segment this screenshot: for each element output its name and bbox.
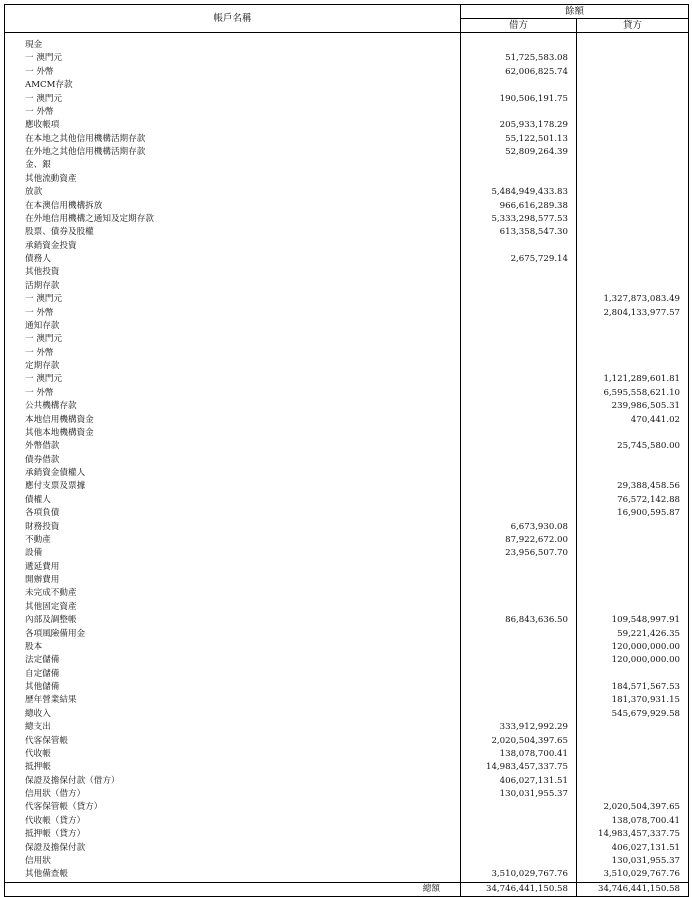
account-name-cell: 內部及調整帳: [5, 614, 461, 627]
credit-cell: [577, 721, 689, 734]
account-name-cell: AMCM存款: [5, 79, 461, 92]
debit-cell: [461, 320, 577, 333]
table-row: [5, 788, 689, 801]
account-name-cell: 承銷資金投資: [5, 240, 461, 253]
account-name-cell: 一 外幣: [5, 307, 461, 320]
debit-cell: 55,122,501.13: [461, 133, 577, 146]
account-name-cell: 一 外幣: [5, 387, 461, 400]
credit-cell: 239,986,505.31: [577, 400, 689, 413]
table-row: [5, 761, 689, 774]
table-row: [5, 440, 689, 453]
table-row: [5, 801, 689, 814]
trial-balance-table: [4, 4, 689, 897]
table-row: [5, 79, 689, 92]
account-name-cell: 其他本地機構資金: [5, 427, 461, 440]
table-body: [5, 33, 689, 883]
table-row: [5, 721, 689, 734]
table-row: [5, 628, 689, 641]
account-name-cell: 代客保管帳: [5, 735, 461, 748]
account-name-cell: 一 澳門元: [5, 293, 461, 306]
table-row: [5, 266, 689, 279]
credit-cell: 130,031,955.37: [577, 855, 689, 868]
account-name-cell: 各項負債: [5, 507, 461, 520]
credit-cell: [577, 547, 689, 560]
table-row: [5, 293, 689, 306]
credit-cell: 16,900,595.87: [577, 507, 689, 520]
table-row: [5, 467, 689, 480]
account-name-cell: 債權人: [5, 494, 461, 507]
account-name-cell: 放款: [5, 186, 461, 199]
table-row: [5, 775, 689, 788]
debit-cell: [461, 601, 577, 614]
credit-cell: [577, 360, 689, 373]
debit-cell: [461, 654, 577, 667]
credit-cell: [577, 200, 689, 213]
debit-cell: [461, 347, 577, 360]
credit-cell: [577, 521, 689, 534]
debit-cell: [461, 360, 577, 373]
credit-cell: 25,745,580.00: [577, 440, 689, 453]
debit-cell: 2,020,504,397.65: [461, 735, 577, 748]
credit-cell: [577, 534, 689, 547]
table-row: [5, 93, 689, 106]
account-name-cell: 一 外幣: [5, 106, 461, 119]
account-name-cell: 在外地之其他信用機構活期存款: [5, 146, 461, 159]
credit-cell: [577, 333, 689, 346]
debit-cell: [461, 387, 577, 400]
account-name-cell: 一 澳門元: [5, 93, 461, 106]
account-name-cell: 遞延費用: [5, 561, 461, 574]
credit-cell: [577, 668, 689, 681]
credit-cell: [577, 427, 689, 440]
debit-cell: [461, 79, 577, 92]
credit-cell: 29,388,458.56: [577, 480, 689, 493]
table-row: [5, 828, 689, 841]
table-row: [5, 133, 689, 146]
table-row: [5, 173, 689, 186]
account-name-cell: 法定儲備: [5, 654, 461, 667]
credit-header: 貸方: [577, 19, 689, 33]
credit-cell: 14,983,457,337.75: [577, 828, 689, 841]
table-row: [5, 253, 689, 266]
credit-cell: 6,595,558,621.10: [577, 387, 689, 400]
account-name-cell: 定期存款: [5, 360, 461, 373]
account-name-cell: 在外地信用機構之通知及定期存款: [5, 213, 461, 226]
account-name-cell: 應付支票及票據: [5, 480, 461, 493]
debit-cell: [461, 694, 577, 707]
credit-cell: [577, 280, 689, 293]
account-name-cell: 信用狀: [5, 855, 461, 868]
debit-cell: [461, 801, 577, 814]
account-name-cell: 保證及擔保付款: [5, 842, 461, 855]
debit-cell: 205,933,178.29: [461, 119, 577, 132]
table-row: [5, 494, 689, 507]
table-row: [5, 561, 689, 574]
account-name-cell: 其他固定資產: [5, 601, 461, 614]
account-name-cell: 承銷資金債權人: [5, 467, 461, 480]
debit-cell: 5,333,298,577.53: [461, 213, 577, 226]
debit-cell: [461, 855, 577, 868]
table-row: [5, 601, 689, 614]
account-name-cell: 外幣借款: [5, 440, 461, 453]
debit-cell: [461, 708, 577, 721]
account-name-cell: 活期存款: [5, 280, 461, 293]
credit-cell: 545,679,929.58: [577, 708, 689, 721]
table-row: [5, 213, 689, 226]
account-name-cell: 總收入: [5, 708, 461, 721]
debit-cell: 51,725,583.08: [461, 52, 577, 65]
debit-cell: [461, 507, 577, 520]
account-name-cell: 不動產: [5, 534, 461, 547]
credit-cell: 59,221,426.35: [577, 628, 689, 641]
debit-cell: [461, 494, 577, 507]
account-name-cell: 抵押帳（貸方）: [5, 828, 461, 841]
credit-cell: 2,804,133,977.57: [577, 307, 689, 320]
debit-cell: [461, 467, 577, 480]
debit-cell: [461, 480, 577, 493]
credit-cell: [577, 320, 689, 333]
table-row: [5, 681, 689, 694]
account-name-cell: 債券借款: [5, 454, 461, 467]
table-row: [5, 66, 689, 79]
debit-cell: [461, 414, 577, 427]
table-row: [5, 226, 689, 239]
credit-cell: [577, 266, 689, 279]
account-name-cell: 各項風險備用金: [5, 628, 461, 641]
debit-cell: [461, 333, 577, 346]
credit-cell: 181,370,931.15: [577, 694, 689, 707]
table-row: [5, 694, 689, 707]
debit-cell: [461, 574, 577, 587]
credit-cell: [577, 79, 689, 92]
table-row: [5, 39, 689, 52]
account-name-cell: 財務投資: [5, 521, 461, 534]
table-row: [5, 387, 689, 400]
debit-cell: 333,912,992.29: [461, 721, 577, 734]
debit-cell: 2,675,729.14: [461, 253, 577, 266]
debit-cell: 406,027,131.51: [461, 775, 577, 788]
credit-cell: [577, 748, 689, 761]
account-name-cell: 一 外幣: [5, 347, 461, 360]
debit-header: 借方: [461, 19, 577, 33]
table-row: [5, 400, 689, 413]
debit-cell: 5,484,949,433.83: [461, 186, 577, 199]
account-name-header: 帳戶名稱: [5, 5, 461, 33]
credit-cell: 76,572,142.88: [577, 494, 689, 507]
credit-cell: 138,078,700.41: [577, 815, 689, 828]
credit-cell: [577, 39, 689, 52]
account-name-cell: 現金: [5, 39, 461, 52]
account-name-cell: 債務人: [5, 253, 461, 266]
total-credit: 34,746,441,150.58: [577, 882, 689, 896]
credit-cell: [577, 226, 689, 239]
account-name-cell: 應收帳項: [5, 119, 461, 132]
debit-cell: 190,506,191.75: [461, 93, 577, 106]
account-name-cell: 股票、債券及股權: [5, 226, 461, 239]
table-row: [5, 842, 689, 855]
table-row: [5, 668, 689, 681]
account-name-cell: 代收帳: [5, 748, 461, 761]
debit-cell: [461, 39, 577, 52]
table-row: [5, 454, 689, 467]
table-row: [5, 587, 689, 600]
debit-cell: 6,673,930.08: [461, 521, 577, 534]
debit-cell: [461, 828, 577, 841]
account-name-cell: 其他備查帳: [5, 868, 461, 882]
credit-cell: [577, 159, 689, 172]
credit-cell: [577, 240, 689, 253]
credit-cell: [577, 52, 689, 65]
debit-cell: [461, 815, 577, 828]
account-name-cell: 開辦費用: [5, 574, 461, 587]
account-name-cell: 總支出: [5, 721, 461, 734]
table-row: [5, 641, 689, 654]
debit-cell: [461, 159, 577, 172]
table-row: [5, 708, 689, 721]
debit-cell: [461, 561, 577, 574]
table-row: [5, 360, 689, 373]
debit-cell: [461, 373, 577, 386]
debit-cell: [461, 668, 577, 681]
table-row: [5, 106, 689, 119]
table-row: [5, 333, 689, 346]
debit-cell: [461, 280, 577, 293]
credit-cell: [577, 574, 689, 587]
debit-cell: 3,510,029,767.76: [461, 868, 577, 882]
account-name-cell: 未完成不動產: [5, 587, 461, 600]
credit-cell: [577, 347, 689, 360]
debit-cell: [461, 293, 577, 306]
debit-cell: [461, 173, 577, 186]
table-row: [5, 280, 689, 293]
credit-cell: [577, 186, 689, 199]
debit-cell: 52,809,264.39: [461, 146, 577, 159]
credit-cell: [577, 788, 689, 801]
table-row: [5, 547, 689, 560]
debit-cell: [461, 266, 577, 279]
debit-cell: 130,031,955.37: [461, 788, 577, 801]
balance-header: 餘額: [461, 5, 689, 19]
debit-cell: 613,358,547.30: [461, 226, 577, 239]
table-row: [5, 52, 689, 65]
table-row: [5, 507, 689, 520]
debit-cell: [461, 628, 577, 641]
credit-cell: [577, 173, 689, 186]
debit-cell: [461, 454, 577, 467]
debit-cell: [461, 240, 577, 253]
account-name-cell: 其他流動資產: [5, 173, 461, 186]
account-name-cell: 保證及擔保付款（借方）: [5, 775, 461, 788]
debit-cell: 62,006,825.74: [461, 66, 577, 79]
credit-cell: [577, 761, 689, 774]
table-row: [5, 735, 689, 748]
table-row: [5, 200, 689, 213]
credit-cell: 109,548,997.91: [577, 614, 689, 627]
table-row: [5, 146, 689, 159]
account-name-cell: 自定儲備: [5, 668, 461, 681]
table-row: [5, 186, 689, 199]
total-label: 總額: [5, 882, 461, 896]
account-name-cell: 其他投資: [5, 266, 461, 279]
total-debit: 34,746,441,150.58: [461, 882, 577, 896]
account-name-cell: 一 外幣: [5, 66, 461, 79]
credit-cell: [577, 253, 689, 266]
credit-cell: [577, 601, 689, 614]
credit-cell: 406,027,131.51: [577, 842, 689, 855]
account-name-cell: 本地信用機構資金: [5, 414, 461, 427]
debit-cell: [461, 307, 577, 320]
credit-cell: [577, 467, 689, 480]
debit-cell: 87,922,672.00: [461, 534, 577, 547]
debit-cell: [461, 681, 577, 694]
credit-cell: 2,020,504,397.65: [577, 801, 689, 814]
table-row: [5, 868, 689, 882]
credit-cell: [577, 775, 689, 788]
table-row: [5, 534, 689, 547]
credit-cell: 3,510,029,767.76: [577, 868, 689, 882]
table-row: [5, 347, 689, 360]
account-name-cell: 抵押帳: [5, 761, 461, 774]
debit-cell: [461, 106, 577, 119]
account-name-cell: 歷年營業結果: [5, 694, 461, 707]
credit-cell: [577, 119, 689, 132]
account-name-cell: 在本地之其他信用機構活期存款: [5, 133, 461, 146]
table-row: [5, 614, 689, 627]
credit-cell: [577, 106, 689, 119]
credit-cell: [577, 133, 689, 146]
debit-cell: [461, 427, 577, 440]
credit-cell: 470,441.02: [577, 414, 689, 427]
account-name-cell: 股本: [5, 641, 461, 654]
account-name-cell: 信用狀（借方）: [5, 788, 461, 801]
debit-cell: [461, 641, 577, 654]
account-name-cell: 公共機構存款: [5, 400, 461, 413]
account-name-cell: 代客保管帳（貸方）: [5, 801, 461, 814]
credit-cell: 1,327,873,083.49: [577, 293, 689, 306]
debit-cell: 86,843,636.50: [461, 614, 577, 627]
table-row: [5, 307, 689, 320]
account-name-cell: 其他儲備: [5, 681, 461, 694]
table-row: [5, 654, 689, 667]
debit-cell: [461, 587, 577, 600]
table-row: [5, 574, 689, 587]
table-row: [5, 521, 689, 534]
account-name-cell: 一 澳門元: [5, 373, 461, 386]
table-row: [5, 748, 689, 761]
table-row: [5, 427, 689, 440]
table-row: [5, 414, 689, 427]
credit-cell: [577, 213, 689, 226]
debit-cell: 23,956,507.70: [461, 547, 577, 560]
account-name-cell: 金、銀: [5, 159, 461, 172]
account-name-cell: 在本澳信用機構拆放: [5, 200, 461, 213]
account-name-cell: 一 澳門元: [5, 52, 461, 65]
table-row: [5, 320, 689, 333]
table-row: [5, 480, 689, 493]
credit-cell: [577, 146, 689, 159]
table-row: [5, 159, 689, 172]
credit-cell: 120,000,000.00: [577, 641, 689, 654]
credit-cell: [577, 93, 689, 106]
table-row: [5, 815, 689, 828]
account-name-cell: 設備: [5, 547, 461, 560]
credit-cell: 120,000,000.00: [577, 654, 689, 667]
credit-cell: 184,571,567.53: [577, 681, 689, 694]
debit-cell: 14,983,457,337.75: [461, 761, 577, 774]
total-row: [5, 882, 689, 896]
credit-cell: 1,121,289,601.81: [577, 373, 689, 386]
account-name-cell: 通知存款: [5, 320, 461, 333]
debit-cell: [461, 400, 577, 413]
credit-cell: [577, 561, 689, 574]
table-row: [5, 240, 689, 253]
debit-cell: [461, 440, 577, 453]
credit-cell: [577, 454, 689, 467]
account-name-cell: 代收帳（貸方）: [5, 815, 461, 828]
account-name-cell: 一 澳門元: [5, 333, 461, 346]
credit-cell: [577, 735, 689, 748]
table-row: [5, 119, 689, 132]
credit-cell: [577, 66, 689, 79]
table-row: [5, 373, 689, 386]
table-row: [5, 855, 689, 868]
debit-cell: 138,078,700.41: [461, 748, 577, 761]
debit-cell: [461, 842, 577, 855]
debit-cell: 966,616,289.38: [461, 200, 577, 213]
credit-cell: [577, 587, 689, 600]
